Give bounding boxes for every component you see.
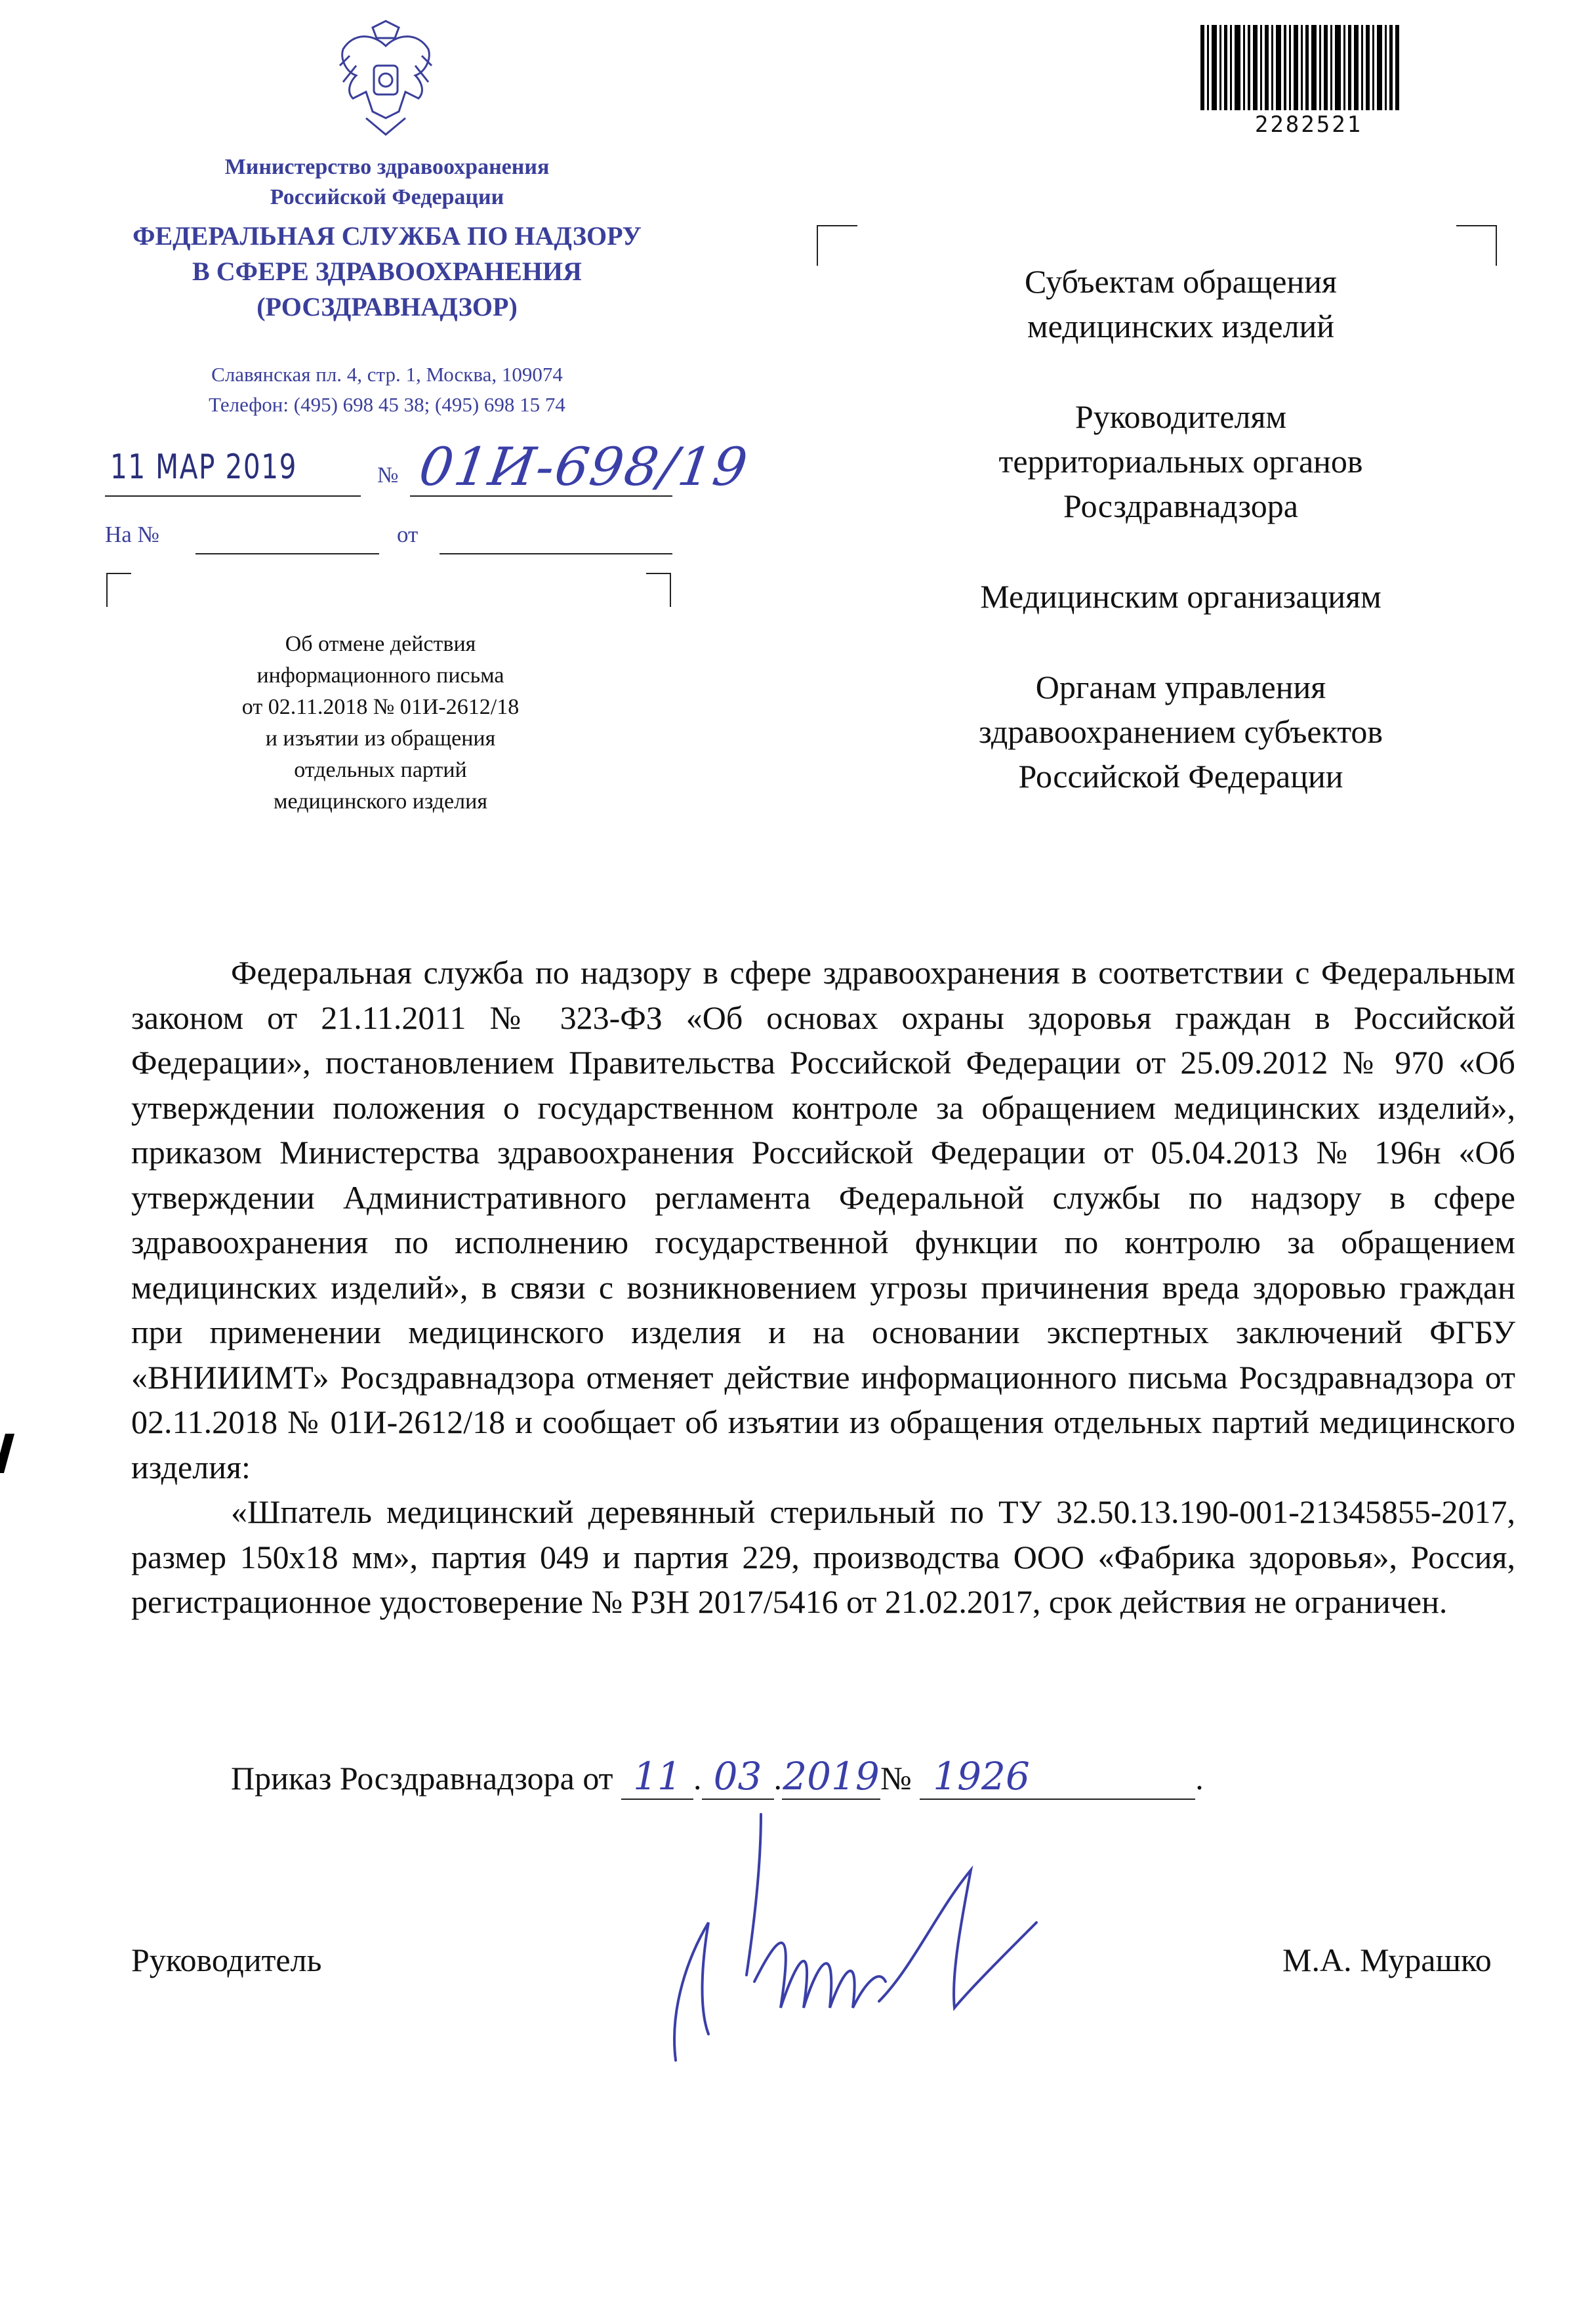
addressee-line: медицинских изделий xyxy=(1027,308,1335,344)
ministry-line-2: Российской Федерации xyxy=(270,185,504,209)
body-paragraph-1: Федеральная служба по надзору в сфере здравоохранения в соответствии с Федеральным законом от 21.11.2011 № 323-ФЗ «Об основах охраны здоровья граждан в Российской Федерации», постановлением Правительства Российской Федерации от 25.09.2012 № 970 «Об утверждении положения о государственном контроле за обращением медицинских изделий», приказом Министерства здравоохранения Российской Федерации от 05.04.2013 № 196н «Об утверждении Административного регламента Федеральной службы по надзору в сфере здравоохранения по исполнению государственной функции по контролю за обращением медицинских изделий», в связи с возникновением угрозы причинения вреда здоровью граждан при применении медицинского изделия и на основании экспертных заключений ФГБУ «ВНИИИМТ» Росздравнадзора отменяет действие информационного письма Росздравнадзора от 02.11.2018 № 01И-2612/18 и сообщает об изъятии из обращения отдельных партий медицинского изделия: xyxy=(131,954,1515,1486)
russian-coat-of-arms-icon xyxy=(327,20,445,144)
handwritten-signature xyxy=(663,1811,1069,2073)
body-paragraph-2: «Шпатель медицинский деревянный стерильный по ТУ 32.50.13.190-001-21345855-2017, размер 150х18 мм», партия 049 и партия 229, производства ООО «Фабрика здоровья», Россия, регистрационное удостоверение № РЗН 2017/5416 от 21.02.2017, срок действия не ограничен. xyxy=(131,1493,1515,1620)
service-line-3: (РОСЗДРАВНАДЗОР) xyxy=(256,292,518,322)
signatory-role: Руководитель xyxy=(131,1942,322,1978)
service-line-2: В СФЕРЕ ЗДРАВООХРАНЕНИЯ xyxy=(192,257,582,286)
addressee-line: Руководителям xyxy=(1074,398,1287,435)
addressee-line: Росздравнадзора xyxy=(1063,488,1298,524)
addressee-line: Российской Федерации xyxy=(1018,758,1343,795)
address-line-2: Телефон: (495) 698 45 38; (495) 698 15 74 xyxy=(209,393,565,416)
barcode-number: 2282521 xyxy=(1254,112,1363,138)
order-year: 2019 xyxy=(783,1754,880,1799)
service-address xyxy=(98,360,676,420)
barcode xyxy=(1200,25,1401,110)
order-year-field xyxy=(782,1754,880,1800)
order-month-field xyxy=(702,1754,774,1800)
subject-line: от 02.11.2018 № 01И-2612/18 xyxy=(241,695,520,719)
addressee-list xyxy=(866,259,1496,844)
order-number-label: № xyxy=(880,1760,912,1797)
ministry-line-1: Министерство здравоохранения xyxy=(224,155,550,179)
registration-number-handwritten: 01И-698/19 xyxy=(415,436,752,497)
subject-bracket-left xyxy=(106,573,131,607)
date-underline xyxy=(105,495,361,497)
addressee-item xyxy=(866,259,1496,348)
addressee-line: Субъектам обращения xyxy=(1025,263,1337,300)
letter-subject xyxy=(151,629,610,818)
addressee-line: здравоохранением субъектов xyxy=(978,713,1383,750)
reference-date-underline xyxy=(440,553,672,554)
addressee-line: территориальных органов xyxy=(998,443,1363,480)
addressee-item xyxy=(866,394,1496,528)
subject-line: и изъятии из обращения xyxy=(265,726,496,751)
addressee-item xyxy=(866,665,1496,799)
service-name xyxy=(79,218,695,325)
order-number: 1926 xyxy=(933,1754,1030,1799)
ministry-name xyxy=(98,152,676,213)
letter-body xyxy=(131,950,1515,1625)
registration-date-stamp: 11 МАР 2019 xyxy=(110,447,297,487)
order-suffix: . xyxy=(1195,1760,1204,1797)
addressee-item xyxy=(866,574,1496,619)
scan-edge-mark xyxy=(0,1434,14,1473)
addressee-line: Органам управления xyxy=(1035,669,1326,705)
order-prefix: Приказ Росздравнадзора от xyxy=(231,1760,613,1797)
reference-number-underline xyxy=(195,553,379,554)
order-month: 03 xyxy=(713,1754,762,1799)
registration-number-label: № xyxy=(377,463,399,488)
order-reference: Приказ Росздравнадзора от 11 . 03 .2019№ 1926 . xyxy=(231,1754,1204,1799)
subject-line: Об отмене действия xyxy=(285,632,476,656)
order-day: 11 xyxy=(633,1754,682,1799)
number-underline xyxy=(410,495,672,497)
subject-line: медицинского изделия xyxy=(274,789,487,814)
order-number-field xyxy=(920,1754,1195,1800)
reference-date-label: от xyxy=(397,522,419,547)
reference-number-label: На № xyxy=(105,522,159,547)
service-line-1: ФЕДЕРАЛЬНАЯ СЛУЖБА ПО НАДЗОРУ xyxy=(133,221,642,251)
addressee-line: Медицинским организациям xyxy=(980,578,1381,615)
addressee-bracket-left xyxy=(817,225,857,266)
address-line-1: Славянская пл. 4, стр. 1, Москва, 109074 xyxy=(211,363,563,386)
subject-line: информационного письма xyxy=(256,663,504,688)
subject-bracket-right xyxy=(646,573,671,607)
subject-line: отдельных партий xyxy=(294,758,467,782)
signatory-name: М.А. Мурашко xyxy=(1282,1942,1492,1978)
order-day-field xyxy=(621,1754,693,1800)
